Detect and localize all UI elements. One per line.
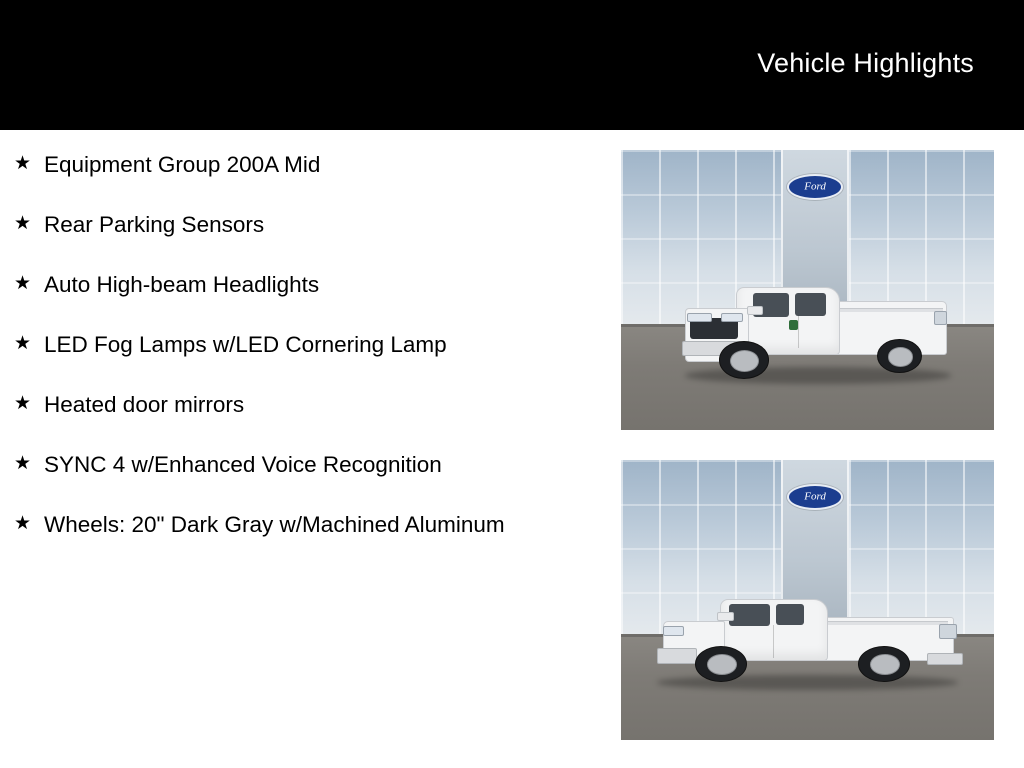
star-icon: ★	[14, 453, 32, 474]
door-seam	[798, 316, 799, 349]
list-item	[0, 210, 600, 240]
wheel-rim	[888, 347, 914, 367]
side-mirror	[747, 306, 763, 315]
list-item	[0, 450, 600, 480]
side-mirror	[717, 612, 735, 621]
star-icon: ★	[14, 153, 32, 174]
star-icon: ★	[14, 333, 32, 354]
rear-wheel	[877, 339, 922, 373]
vehicle-highlights-list	[0, 130, 600, 540]
list-item	[0, 150, 600, 180]
taillight	[939, 624, 957, 639]
truck-side-profile-photo[interactable]	[621, 460, 994, 740]
page-header	[0, 0, 1024, 130]
star-icon: ★	[14, 513, 32, 534]
headlight-left	[687, 313, 712, 322]
highlight-text: Equipment Group 200A Mid	[44, 152, 321, 177]
rear-bumper	[927, 653, 963, 665]
door-seam	[773, 625, 774, 659]
pickup-truck-front-quarter	[673, 273, 956, 391]
side-window	[795, 293, 826, 315]
highlight-text: Heated door mirrors	[44, 392, 245, 417]
highlight-text: Wheels: 20" Dark Gray w/Machined Aluminum	[44, 512, 505, 537]
headlight	[663, 626, 684, 636]
wheel-rim	[730, 350, 759, 372]
highlight-text: LED Fog Lamps w/LED Cornering Lamp	[44, 332, 447, 357]
list-item	[0, 510, 600, 540]
front-bumper	[657, 648, 697, 663]
truck-front-three-quarter-photo[interactable]	[621, 150, 994, 430]
highlight-text: SYNC 4 w/Enhanced Voice Recognition	[44, 452, 442, 477]
rear-side-window	[776, 604, 804, 624]
bed-rail	[823, 621, 948, 625]
list-item	[0, 270, 600, 300]
list-item	[0, 330, 600, 360]
taillight	[934, 311, 947, 325]
rear-wheel	[858, 646, 910, 682]
ford-logo-icon	[787, 484, 843, 510]
highlight-text: Auto High-beam Headlights	[44, 272, 320, 297]
wheel-rim	[707, 654, 737, 675]
list-item	[0, 390, 600, 420]
headlight-right	[721, 313, 743, 322]
front-wheel	[695, 646, 747, 682]
wheel-rim	[870, 654, 900, 675]
star-icon: ★	[14, 273, 32, 294]
star-icon: ★	[14, 213, 32, 234]
highlight-text: Rear Parking Sensors	[44, 212, 265, 237]
fender-vent	[789, 320, 798, 329]
pickup-truck-side-profile	[651, 583, 964, 695]
ford-logo-icon	[787, 174, 843, 200]
front-side-window	[729, 604, 770, 625]
front-wheel	[719, 341, 769, 378]
star-icon: ★	[14, 393, 32, 414]
page-title: Vehicle Highlights	[757, 48, 974, 78]
